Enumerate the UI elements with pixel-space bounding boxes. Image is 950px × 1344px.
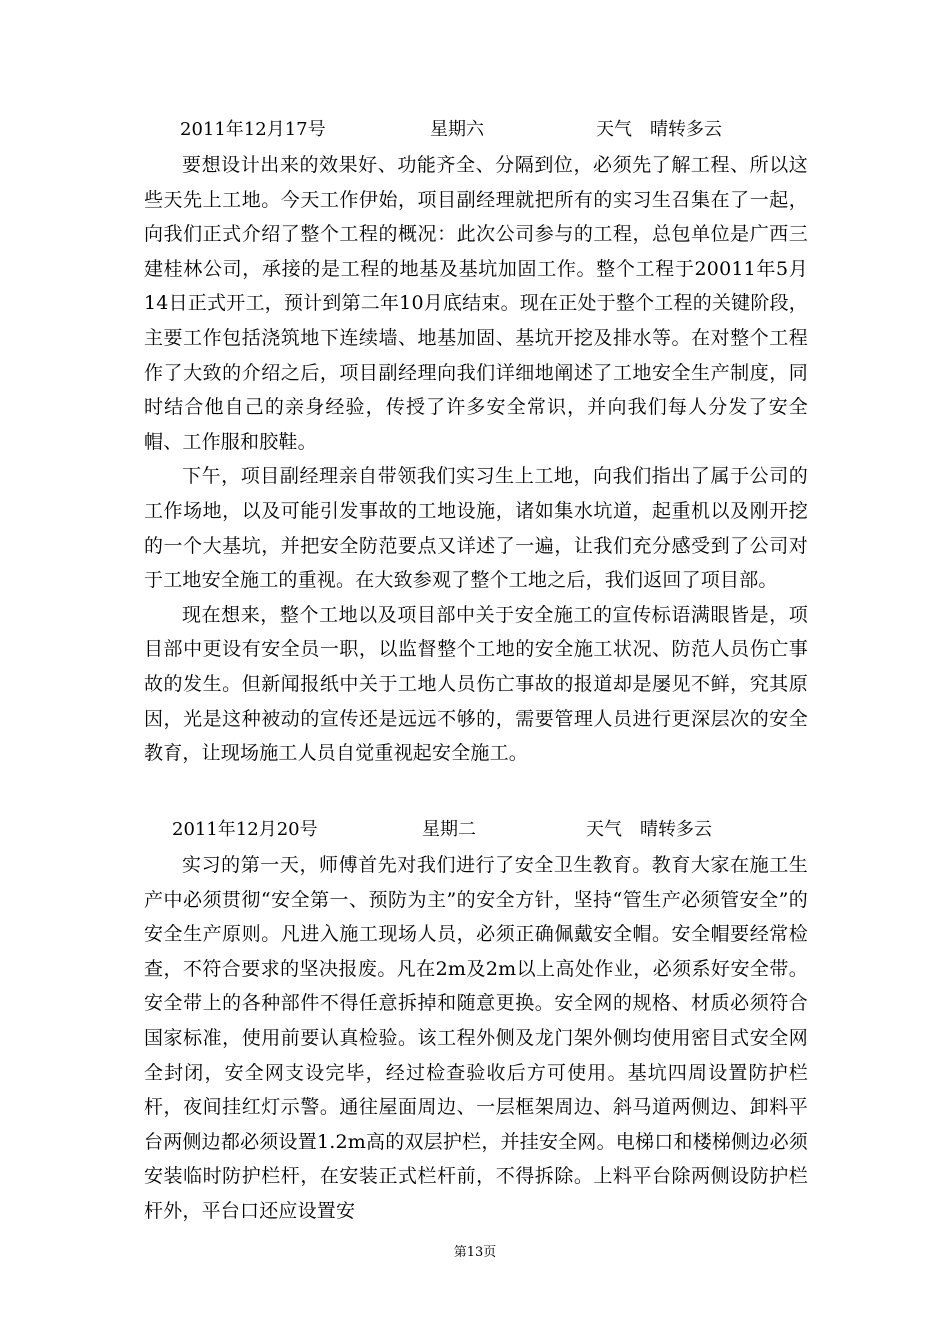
entry-header (144, 112, 808, 148)
paragraph: 实习的第一天，师傅首先对我们进行了安全卫生教育。教育大家在施工生产中必须贯彻“安全第一、预防为主”的安全方针，坚持“管生产必须管安全”的安全生产原则。凡进入施工现场人员，必须正确佩戴安全帽。安全帽要经常检查，不符合要求的坚决报废。凡在2m及2m以上高处作业，必须系好安全带。安全带上的各种部件不得任意拆掉和随意更换。安全网的规格、材质必须符合国家标准，使用前要认真检验。该工程外侧及龙门架外侧均使用密目式安全网全封闭，安全网支设完毕，经过检查验收后方可使用。基坑四周设置防护栏杆，夜间挂红灯示警。通往屋面周边、一层框架周边、斜马道两侧边、卸料平台两侧边都必须设置1.2m高的双层护栏，并挂安全网。电梯口和楼梯侧边必须安装临时防护栏杆，在安装正式栏杆前，不得拆除。上料平台除两侧设防护栏杆外，平台口还应设置安 (144, 854, 808, 1222)
entry-weekday: 星期二 (422, 819, 476, 840)
paragraph: 要想设计出来的效果好、功能齐全、分隔到位，必须先了解工程、所以这些天先上工地。今天工作伊始，项目副经理就把所有的实习生召集在了一起，向我们正式介绍了整个工程的概况：此次公司参与的工程，总包单位是广西三建桂林公司，承接的是工程的地基及基坑加固工作。整个工程于20011年5月14日正式开工，预计到第二年10月底结束。现在正处于整个工程的关键阶段，主要工作包括浇筑地下连续墙、地基加固、基坑开挖及排水等。在对整个工程作了大致的介绍之后，项目副经理向我们详细地阐述了工地安全生产制度，同时结合他自己的亲身经验，传授了许多安全常识，并向我们每人分发了安全帽、工作服和胶鞋。 (144, 154, 808, 453)
diary-entry (144, 112, 808, 771)
entry-date: 2011年12月20号 (172, 819, 318, 840)
entry-weekday: 星期六 (430, 119, 484, 140)
paragraph: 下午，项目副经理亲自带领我们实习生上工地，向我们指出了属于公司的工作场地，以及可能引发事故的工地设施，诸如集水坑道，起重机以及刚开挖的一个大基坑，并把安全防范要点又详述了一遍，让我们充分感受到了公司对于工地安全施工的重视。在大致参观了整个工地之后，我们返回了项目部。 (144, 465, 808, 592)
page-number: 第13页 (453, 1245, 497, 1260)
entry-weather: 天气 晴转多云 (596, 119, 722, 140)
entry-weather: 天气 晴转多云 (586, 819, 712, 840)
entry-date: 2011年12月17号 (180, 119, 326, 140)
entry-header (144, 812, 808, 848)
paragraph: 现在想来，整个工地以及项目部中关于安全施工的宣传标语满眼皆是，项目部中更设有安全员一职，以监督整个工地的安全施工状况、防范人员伤亡事故的发生。但新闻报纸中关于工地人员伤亡事故的报道却是屡见不鲜，究其原因，光是这种被动的宣传还是远远不够的，需要管理人员进行更深层次的安全教育，让现场施工人员自觉重视起安全施工。 (144, 603, 808, 765)
diary-entry (144, 812, 808, 1229)
